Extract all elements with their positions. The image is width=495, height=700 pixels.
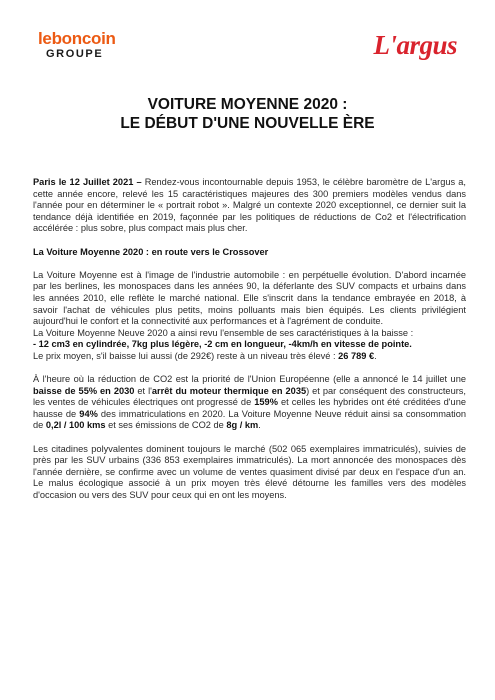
intro-paragraph xyxy=(33,177,466,235)
para2-text: La Voiture Moyenne Neuve 2020 a ainsi revu l'ensemble de ses caractéristiques à la baisse : xyxy=(33,327,414,338)
groupe-logo-text: GROUPE xyxy=(46,48,104,60)
para3-bold: 94% xyxy=(79,408,98,419)
para3-text: et celles les hybrides ont été créditées d'une hausse de xyxy=(33,397,466,419)
leboncoin-logo-text: leboncoin xyxy=(38,29,116,48)
para3-text: ) et par conséquent des constructeurs, les ventes de véhicules électriques ont progressé de xyxy=(33,385,467,408)
title-line-1: VOITURE MOYENNE 2020 : xyxy=(147,96,348,113)
largus-logo: L'argus xyxy=(373,30,457,60)
article-body xyxy=(33,177,466,513)
page-title xyxy=(0,95,495,133)
para3-text: À l'heure où la réduction de CO2 est la priorité de l'Union Européenne (elle a annoncé le 14 juillet une xyxy=(33,374,466,385)
para2-price-value: 26 789 € xyxy=(338,350,375,361)
para2-price-text: Le prix moyen, s'il baisse lui aussi (de 292€) reste à un niveau très élevé : xyxy=(33,350,339,361)
paragraph-3 xyxy=(33,374,466,432)
section-subheading: La Voiture Moyenne 2020 : en route vers le Crossover xyxy=(33,246,269,257)
para2-bold-stats: - 12 cm3 en cylindrée, 7kg plus légère, -2 cm en longueur, -4km/h en vitesse de pointe. xyxy=(33,339,412,350)
para3-text: et l' xyxy=(134,385,152,396)
paragraph-2 xyxy=(33,328,466,363)
title-line-2: LE DÉBUT D'UNE NOUVELLE ÈRE xyxy=(120,115,375,132)
dateline: Paris le 12 Juillet 2021 – xyxy=(33,177,142,187)
para3-bold: 8g / km xyxy=(226,420,259,431)
para3-text: des immatriculations en 2020. La Voiture Moyenne Neuve réduit ainsi sa consommation de xyxy=(33,408,466,431)
intro-text: Rendez-vous incontournable depuis 1953, le célèbre baromètre de L'argus a, cette année encore, relevé les 15 caractéristiques majeures des 300 premiers modèles vendus dans l'année pour en déterminer le « portrait robot ». Malgré un contexte 2020 exceptionnel, ce dernier suit la tendance déjà identifiée en 2019, façonnée par les politiques de réductions de Co2 et l'électrification accélérée : plus sobre, plus compact mais plus cher. xyxy=(33,177,466,234)
leboncoin-groupe-logo xyxy=(38,30,116,60)
paragraph-1: La Voiture Moyenne est à l'image de l'industrie automobile : en perpétuelle évolution. D'abord incarnée par les berlines, les monospaces dans les années 90, la déferlante des SUV compacts et urbains dans les années 2010, elle reflète le marché national. Elle s'inscrit dans la tendance embrayée en 2018, à savoir l'achat de véhicules plus petits, moins polluants mais bien équipés. Les clients privilégient aujourd'hui le confort et la connectivité aux performances et à l'agrément de conduite. xyxy=(33,269,466,327)
para2-price-end: . xyxy=(374,350,377,361)
para3-bold: baisse de 55% en 2030 xyxy=(33,385,135,396)
para3-text: . xyxy=(258,420,261,431)
para3-bold: 0,2l / 100 kms xyxy=(45,420,106,431)
paragraph-4: Les citadines polyvalentes dominent toujours le marché (502 065 exemplaires immatriculés), suivies de près par les SUV urbains (336 853 exemplaires immatriculés). La mort annoncée des monospaces dès l'année dernière, se confirme avec un volume de ventes quasiment divisé par deux en l'espace d'un an. Le malus écologique associé à un prix moyen très élevé détourne les familles vers des modèles d'occasion ou vers des SUV pour ceux qui en ont les moyens. xyxy=(33,443,466,501)
para3-text: et ses émissions de CO2 de xyxy=(105,420,227,431)
para3-bold: 159% xyxy=(254,397,278,408)
para3-bold: arrêt du moteur thermique en 2035 xyxy=(151,385,307,396)
